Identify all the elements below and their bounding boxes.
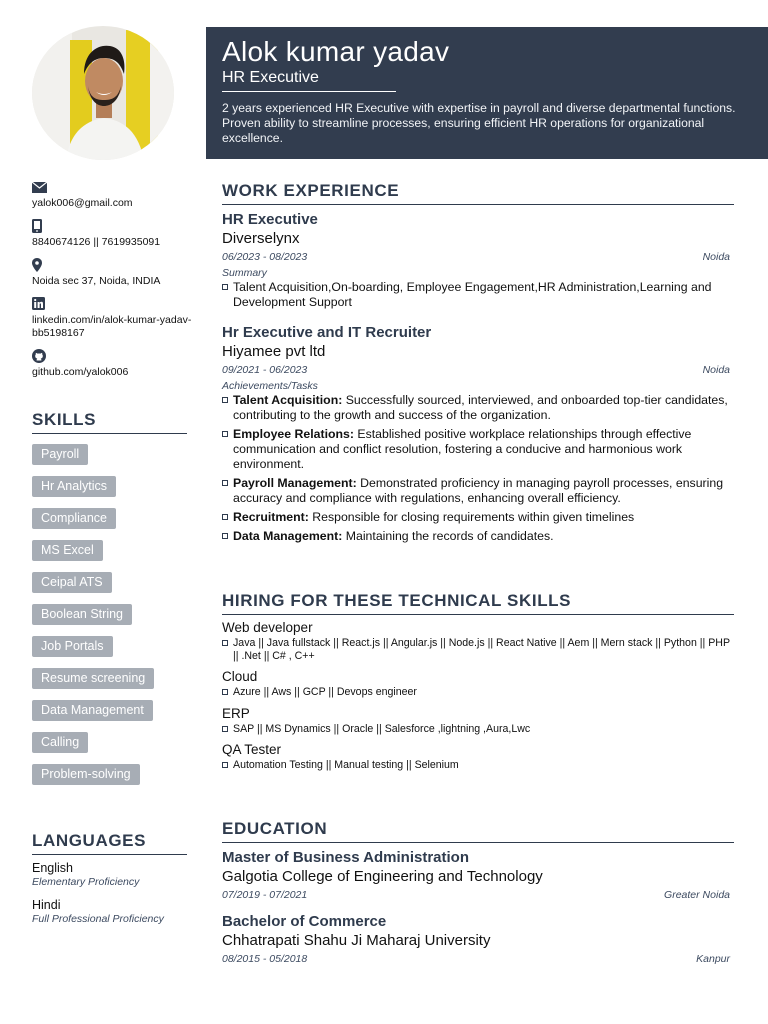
skill-tag: Calling bbox=[32, 732, 88, 753]
job-entry bbox=[222, 211, 734, 310]
degree-name: Bachelor of Commerce bbox=[222, 913, 387, 930]
skill-tag: Data Management bbox=[32, 700, 153, 721]
bullet-label: Recruitment: bbox=[233, 510, 309, 524]
job-entry bbox=[222, 324, 734, 544]
tech-group-name: Web developer bbox=[222, 620, 313, 635]
job-bullet bbox=[222, 476, 734, 506]
tech-group-list bbox=[222, 637, 734, 662]
tech-group bbox=[222, 620, 734, 662]
location-text: Noida sec 37, Noida, INDIA bbox=[32, 275, 161, 287]
github-icon bbox=[32, 349, 192, 363]
work-experience-section bbox=[222, 181, 734, 548]
job-bullets bbox=[222, 393, 734, 544]
education-entry bbox=[222, 913, 734, 965]
job-bullets bbox=[222, 280, 734, 310]
tech-group-name: QA Tester bbox=[222, 742, 282, 757]
resume-header bbox=[206, 27, 768, 159]
skill-tag: MS Excel bbox=[32, 540, 103, 561]
tech-group-list bbox=[222, 686, 734, 699]
bullet-label: Talent Acquisition: bbox=[233, 393, 343, 407]
job-subhead: Achievements/Tasks bbox=[222, 380, 318, 392]
contact-email[interactable] bbox=[32, 180, 192, 210]
language-level: Elementary Proficiency bbox=[32, 876, 140, 888]
skill-tag: Problem-solving bbox=[32, 764, 140, 785]
skill-tag: Payroll bbox=[32, 444, 88, 465]
job-bullet bbox=[222, 529, 734, 544]
job-bullet bbox=[222, 280, 734, 310]
job-title: Hr Executive and IT Recruiter bbox=[222, 324, 432, 341]
degree-name: Master of Business Administration bbox=[222, 849, 469, 866]
skill-tag: Resume screening bbox=[32, 668, 154, 689]
envelope-icon bbox=[32, 180, 192, 194]
company-name: Diverselynx bbox=[222, 230, 300, 247]
job-meta bbox=[222, 251, 734, 263]
tech-group-detail: SAP || MS Dynamics || Oracle || Salesforce ,lightning ,Aura,Lwc bbox=[222, 723, 734, 736]
skill-tag: Job Portals bbox=[32, 636, 113, 657]
bullet-text: Successfully sourced, interviewed, and onboarded top-tier candidates, contributing to the growth and success of the organization. bbox=[233, 393, 728, 422]
contact-github[interactable] bbox=[32, 349, 192, 379]
technical-skills-section bbox=[222, 591, 734, 776]
github-text: github.com/yalok006 bbox=[32, 366, 129, 378]
bullet-text: Responsible for closing requirements within given timelines bbox=[308, 510, 635, 524]
contact-location bbox=[32, 258, 192, 288]
email-text: yalok006@gmail.com bbox=[32, 197, 133, 209]
job-bullet bbox=[222, 393, 734, 423]
language-name: Hindi bbox=[32, 898, 61, 912]
language-item bbox=[32, 898, 187, 925]
technical-skills-heading: HIRING FOR THESE TECHNICAL SKILLS bbox=[222, 591, 734, 615]
job-bullet bbox=[222, 510, 734, 525]
education-dates: 08/2015 - 05/2018 bbox=[222, 953, 308, 965]
bullet-label: Employee Relations: bbox=[233, 427, 354, 441]
tech-group-name: Cloud bbox=[222, 669, 258, 684]
bullet-label: Payroll Management: bbox=[233, 476, 357, 490]
tech-group bbox=[222, 742, 734, 772]
linkedin-text: linkedin.com/in/alok-kumar-yadav-bb5198167 bbox=[32, 314, 192, 339]
skill-tag: Ceipal ATS bbox=[32, 572, 112, 593]
job-meta bbox=[222, 364, 734, 376]
skills-heading: SKILLS bbox=[32, 410, 187, 434]
job-location: Noida bbox=[702, 251, 730, 263]
job-dates: 09/2021 - 06/2023 bbox=[222, 364, 308, 376]
languages-section bbox=[32, 831, 187, 925]
education-location: Kanpur bbox=[696, 953, 730, 965]
tech-group bbox=[222, 706, 734, 736]
languages-heading: LANGUAGES bbox=[32, 831, 187, 855]
school-name: Galgotia College of Engineering and Technology bbox=[222, 868, 543, 885]
profile-photo bbox=[32, 26, 174, 160]
map-pin-icon bbox=[32, 258, 192, 272]
candidate-name: Alok kumar yadav bbox=[222, 36, 450, 67]
profile-summary: 2 years experienced HR Executive with expertise in payroll and diverse departmental functions. Proven ability to streamline processes, ensuring efficient HR operations for organizational excellence. bbox=[222, 101, 736, 145]
education-meta bbox=[222, 953, 734, 965]
contact-phone[interactable] bbox=[32, 219, 192, 249]
contact-section bbox=[32, 180, 192, 388]
phone-icon bbox=[32, 219, 192, 233]
job-bullet bbox=[222, 427, 734, 472]
skill-list bbox=[32, 444, 187, 785]
school-name: Chhatrapati Shahu Ji Maharaj University bbox=[222, 932, 491, 949]
education-section bbox=[222, 819, 734, 965]
tech-group-detail: Java || Java fullstack || React.js || Angular.js || Node.js || React Native || Aem || Mern stack || Python || PHP || .Net || C# , C++ bbox=[222, 637, 734, 662]
work-experience-heading: WORK EXPERIENCE bbox=[222, 181, 734, 205]
linkedin-icon bbox=[32, 297, 192, 311]
job-subhead: Summary bbox=[222, 267, 267, 279]
education-heading: EDUCATION bbox=[222, 819, 734, 843]
bullet-text: Demonstrated proficiency in managing payroll processes, ensuring accuracy and compliance with regulations, enhancing overall efficiency. bbox=[233, 476, 724, 505]
bullet-label: Data Management: bbox=[233, 529, 343, 543]
job-title: HR Executive bbox=[222, 211, 318, 228]
tech-group-detail: Azure || Aws || GCP || Devops engineer bbox=[222, 686, 734, 699]
skill-tag: Boolean String bbox=[32, 604, 132, 625]
tech-group-list bbox=[222, 723, 734, 736]
bullet-text: Maintaining the records of candidates. bbox=[342, 529, 554, 543]
language-name: English bbox=[32, 861, 73, 875]
language-item bbox=[32, 861, 187, 888]
education-location: Greater Noida bbox=[664, 889, 730, 901]
language-level: Full Professional Proficiency bbox=[32, 913, 164, 925]
phone-text: 8840674126 || 7619935091 bbox=[32, 236, 161, 248]
skill-tag: Compliance bbox=[32, 508, 116, 529]
skills-section bbox=[32, 410, 187, 796]
tech-group-list bbox=[222, 759, 734, 772]
company-name: Hiyamee pvt ltd bbox=[222, 343, 326, 360]
tech-group bbox=[222, 669, 734, 699]
job-location: Noida bbox=[702, 364, 730, 376]
bullet-text: Established positive workplace relationships through effective communication and conflict resolution, fostering a conducive and harmonious work environment. bbox=[233, 427, 692, 471]
education-meta bbox=[222, 889, 734, 901]
candidate-role: HR Executive bbox=[222, 69, 396, 92]
bullet-text: Talent Acquisition,On-boarding, Employee Engagement,HR Administration,Learning and Development Support bbox=[233, 280, 712, 309]
skill-tag: Hr Analytics bbox=[32, 476, 116, 497]
contact-linkedin[interactable] bbox=[32, 297, 192, 340]
education-entry bbox=[222, 849, 734, 901]
education-dates: 07/2019 - 07/2021 bbox=[222, 889, 308, 901]
job-dates: 06/2023 - 08/2023 bbox=[222, 251, 308, 263]
tech-group-name: ERP bbox=[222, 705, 250, 721]
tech-group-detail: Automation Testing || Manual testing || Selenium bbox=[222, 759, 734, 772]
